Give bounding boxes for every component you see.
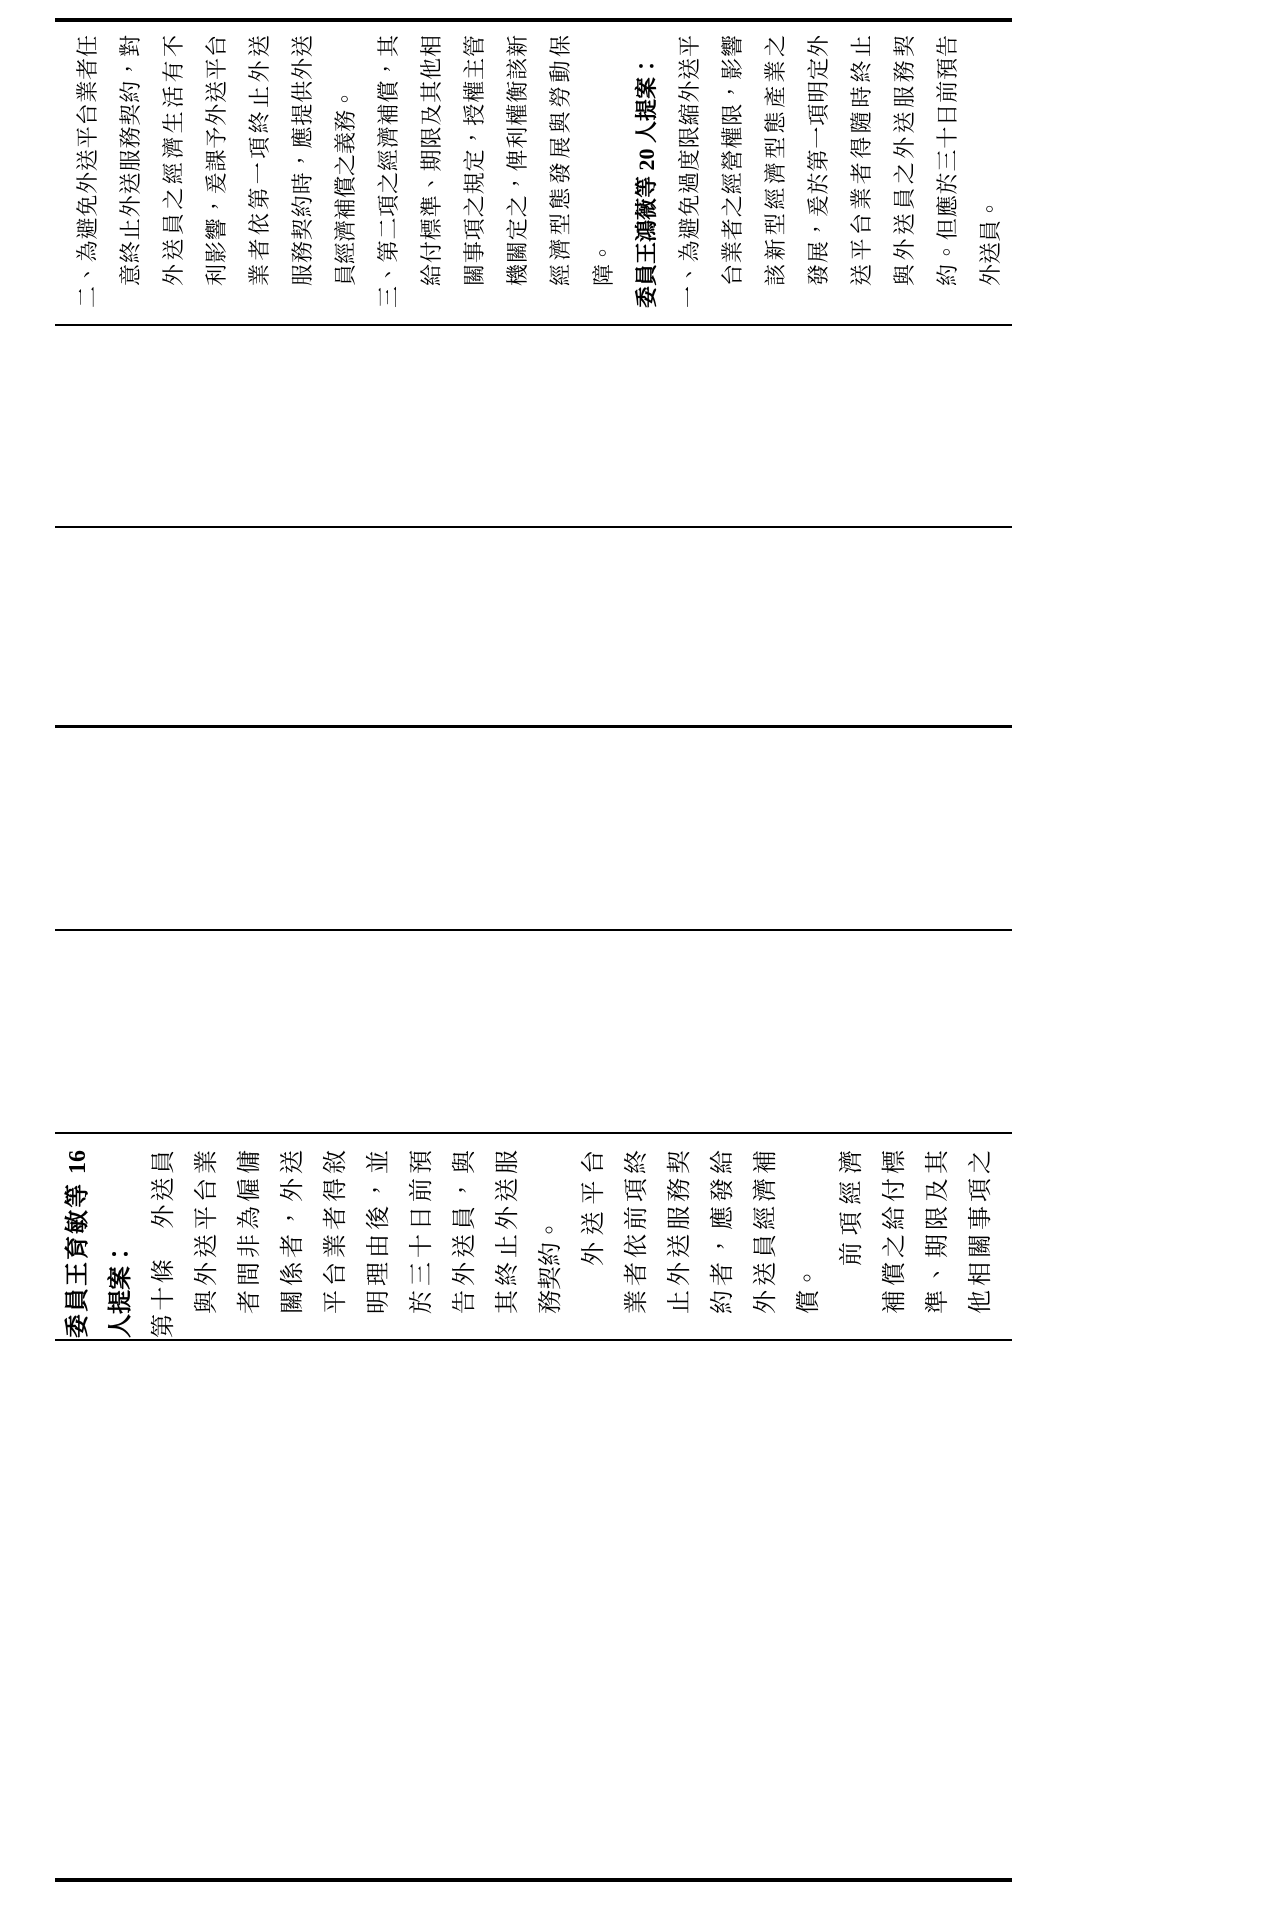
article-number: 第十條 xyxy=(151,1256,177,1338)
text-line: 業者依第一項終止外送 xyxy=(247,35,272,286)
text-line: 障。 xyxy=(591,241,616,286)
text-line: 止外送服務契 xyxy=(667,1150,693,1314)
text-line: 業者依前項終 xyxy=(624,1150,650,1314)
text-line: 服務契約時，應提供外送 xyxy=(290,35,315,286)
text-line: 該新型經濟型態產業之 xyxy=(763,35,788,286)
text-line: 與外送員之外送服務契 xyxy=(892,35,917,286)
text-line: 經濟型態發展與勞動保 xyxy=(548,35,573,286)
text-line: 員經濟補償之義務。 xyxy=(333,87,358,286)
explanation-item xyxy=(668,35,1012,308)
text-line: 補償之給付標 xyxy=(882,1150,908,1314)
text-line: 其終止外送服 xyxy=(495,1150,521,1314)
text-line: 他相關事項之 xyxy=(968,1150,994,1314)
text-line: 約者，應發給 xyxy=(710,1150,736,1314)
article-first-line xyxy=(143,1150,186,1338)
text-line: 給付標準、期限及其他相 xyxy=(419,35,444,286)
text-line: 外送員 xyxy=(151,1150,177,1232)
text-line: 告外送員，與 xyxy=(452,1150,478,1314)
explanation-cell xyxy=(55,22,1012,325)
text-line: 償。 xyxy=(796,1266,822,1314)
text-line: 務契約。 xyxy=(538,1218,564,1314)
proposal-cell xyxy=(55,1133,1012,1340)
text-line: 外送員。 xyxy=(978,197,1003,286)
proposer-heading: 人提案： xyxy=(108,1242,134,1338)
proposer-heading: 委員王鴻薇等 20 人提案： xyxy=(634,54,659,308)
table-row-divider xyxy=(55,929,1012,931)
text-line: 於三十日前預 xyxy=(409,1150,435,1314)
text-line: 關事項之規定，授權主管 xyxy=(462,35,487,286)
text-line: 機關定之，俾利權衡該新 xyxy=(505,35,530,286)
text-line: 外送員經濟補 xyxy=(753,1150,779,1314)
explanation-item xyxy=(66,35,367,308)
text-line: 意終止外送服務契約，對 xyxy=(118,35,143,286)
article-paragraph xyxy=(573,1150,831,1338)
text-line: 發展，爰於第一項明定外 xyxy=(806,35,831,286)
text-line: 送平台業者得隨時終止 xyxy=(849,35,874,286)
text-line: 二、為避免外送平台業者任 xyxy=(75,35,100,308)
proposer-heading: 委員王育敏等 16 xyxy=(65,1150,91,1338)
table-bottom-border xyxy=(55,1878,1012,1882)
text-line: 準、期限及其 xyxy=(925,1150,951,1314)
text-line: 一、為避免過度限縮外送平 xyxy=(677,35,702,308)
text-line: 約。但應於三十日前預告 xyxy=(935,35,960,286)
text-line: 利影響，爰課予外送平台 xyxy=(204,35,229,286)
article-paragraph xyxy=(143,1150,573,1338)
text-line: 前項經濟 xyxy=(839,1150,865,1266)
table-row-divider xyxy=(55,526,1012,528)
text-line: 與外送平台業 xyxy=(194,1150,220,1314)
text-line: 平台業者得敘 xyxy=(323,1150,349,1314)
text-line: 明理由後，並 xyxy=(366,1150,392,1314)
text-line: 者間非為僱傭 xyxy=(237,1150,263,1314)
text-line: 關係者，外送 xyxy=(280,1150,306,1314)
text-line: 台業者之經營權限，影響 xyxy=(720,35,745,286)
text-line: 外送平台 xyxy=(581,1150,607,1266)
explanation-item xyxy=(367,35,625,308)
text-line: 三、第二項之經濟補償，其 xyxy=(376,35,401,308)
text-line: 外送員之經濟生活有不 xyxy=(161,35,186,286)
article-paragraph xyxy=(831,1150,1003,1338)
table-row-divider xyxy=(55,725,1012,728)
